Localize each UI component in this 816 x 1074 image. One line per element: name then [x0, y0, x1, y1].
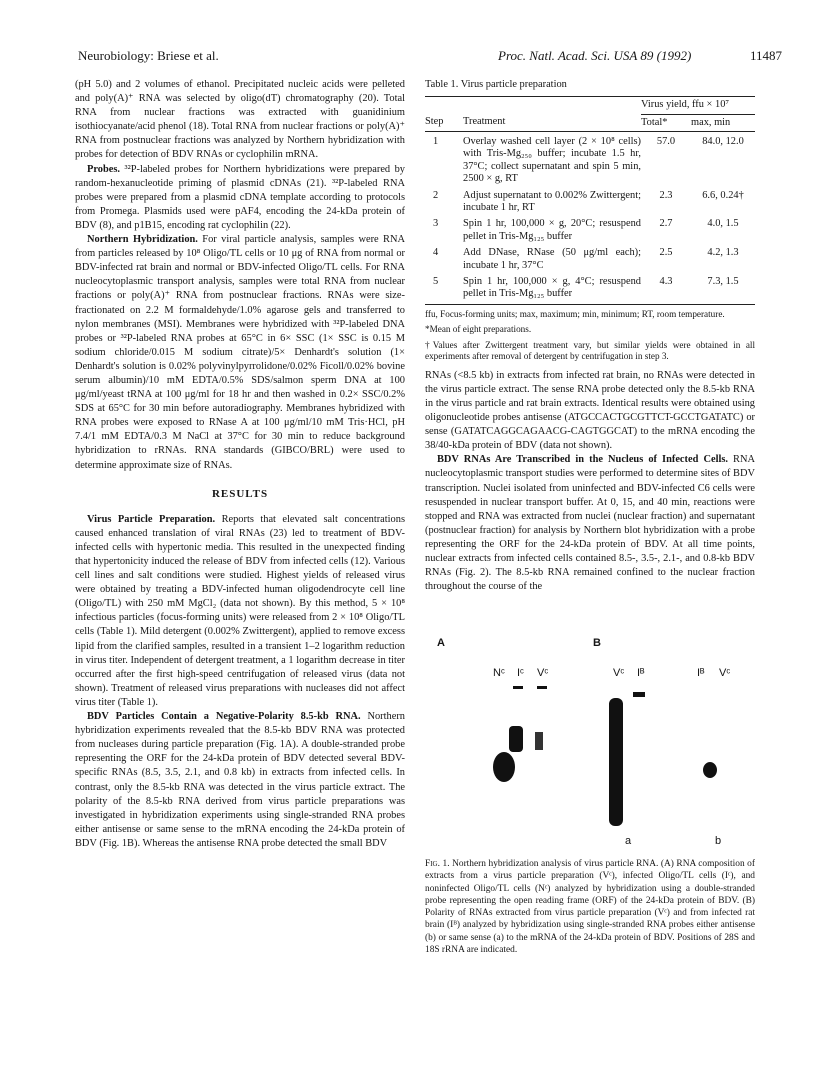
table-row	[425, 275, 755, 304]
runin-heading-probes: Probes.	[87, 163, 120, 175]
virus-yield-table	[425, 96, 755, 305]
lane-label-ic: Iᶜ	[517, 667, 524, 680]
table-row	[425, 131, 755, 188]
paragraph-virus-particle-text: Reports that elevated salt concentrations caused enhanced translation of viral RNAs (23) led to treatment of BDV-infected cells with hypertonic media. This resulted in the unexpected finding that hypertonicity induced the release of BDV from infected cells (12). Various cell lines and salt conditions were studied. Highest yields of released virus were obtained by treating a BDV-infected human oligodendrocyte cell line (Oligo/TL) with 250 mM MgCl₂ (data not shown). By this method, 5 × 10⁸ infectious particles (focus-forming units) were released from 2 × 10⁸ Oligo/TL cells (Table 1). Mild detergent (0.002% Zwittergent), applied to remove excess lipid from the clarified samples, resulted in a transient 1–2 logarithm reduction in virus titer. Independent of detergent treatment, a 1 logarithm decrease in titer occurred after the first high-speed centrifugation of released virus (data not shown). Treatment of released virus preparations with nucleases did not affect virus titer (Table 1).	[75, 513, 405, 708]
paragraph-probes-text: ³²P-labeled probes for Northern hybridizations were prepared by random-hexanucleotide priming of plasmid cDNAs (21). ³²P-labeled RNA probes were prepared from a plasmid cDNA template according to protocols from Promega. Plasmids used were pAF4, encoding the 24-kDa protein of BDV (8), and p1B15, encoding rat cyclophilin (22).	[75, 163, 405, 231]
table-header-total: Total*	[641, 116, 668, 128]
paragraph-northern-text: For viral particle analysis, samples were RNA from particles released by 10⁸ Oligo/TL cells or 10 μg of RNA from normal or BDV-infected rat brain and normal or BDV-infected Oligo/TL cells. For RNA nucleocytoplasmic transport analysis, samples were total RNA from nuclear fractions or poly(A)⁺ RNA from postnuclear fractions. RNAs were size-fractionated on 2.2 M formaldehyde/1.0% agarose gels and transferred to nylon membranes (MSI). Membranes were hybridized with ³²P-labeled DNA probes or ³²P-labeled RNA probes at 65°C in 6× SSC (1× SSC is 0.15 M sodium chloride/0.015 M sodium citrate)/5× Denhardt's solution (1× Denhardt's solution is 0.02% polyvinylpyrrolidone/0.02% Ficoll/0.02% bovine serum albumin)/10 mM EDTA/0.5% SDS/salmon sperm DNA at 100 μg/ml/yeast tRNA at 100 μg/ml for 18 hr and then washed in 0.2× SSC/0.2% SDS at 65°C for 30 min before autoradiography. Membranes hybridized with RNA probes were exposed to RNase A at 100 μg/ml/10 mM Tris·HCl, pH 7.4/1 mM EDTA/0.3 M NaCl at 37°C for 30 min to reduce background hybridization to rRNAs. RNA standards (GIBCO/BRL) were used to determine approximate size of RNAs.	[75, 234, 405, 471]
runin-heading-virus-particle: Virus Particle Preparation.	[87, 513, 216, 525]
table-cell-treatment: Spin 1 hr, 100,000 × g, 4°C; resuspend pellet in Tris-Mg₁₂₅ buffer	[463, 275, 641, 300]
table-cell-maxmin: 84.0, 12.0	[702, 135, 744, 147]
lane-label-b-ib2: Iᴮ	[697, 667, 705, 680]
table-cell-step: 3	[433, 218, 439, 230]
table-cell-maxmin: 4.0, 1.5	[707, 218, 739, 230]
table-cell-total: 2.5	[659, 247, 673, 259]
table-footnote-values: †Values after Zwittergent treatment vary, but similar yields were obtained in all experiments after removal of detergent by centrifugation in step 3.	[425, 339, 755, 362]
table-cell-total: 4.3	[659, 275, 673, 287]
table-cell-total: 57.0	[656, 135, 676, 147]
table-cell-step: 1	[433, 135, 439, 147]
table-footnote-mean: *Mean of eight preparations.	[425, 324, 532, 335]
paragraph-transcription	[425, 453, 755, 594]
table-row	[425, 217, 755, 246]
table-cell-maxmin: 6.6, 0.24†	[702, 189, 744, 201]
section-title-results: RESULTS	[211, 487, 269, 500]
table-cell-step: 4	[433, 247, 439, 259]
sublabel-b: b	[715, 835, 722, 848]
table-cell-maxmin: 7.3, 1.5	[707, 275, 739, 287]
table-cell-step: 2	[433, 189, 439, 201]
paragraph-probes	[75, 163, 405, 233]
table-row	[425, 246, 755, 275]
table-header-maxmin: max, min	[691, 116, 731, 128]
figure-1-blot	[425, 632, 755, 858]
table-cell-total: 2.7	[659, 218, 673, 230]
lane-label-b-ib: Iᴮ	[637, 667, 645, 680]
blot-band	[493, 752, 515, 782]
panel-label-b: B	[593, 637, 601, 650]
blot-band	[703, 762, 717, 778]
panel-label-a: A	[437, 637, 445, 650]
table-footnote-abbrev: ffu, Focus-forming units; max, maximum; min, minimum; RT, room temperature.	[425, 308, 725, 319]
running-header-authors: Neurobiology: Briese et al.	[78, 48, 219, 63]
table-group-header: Virus yield, ffu × 10⁷	[641, 97, 755, 114]
figure-1-caption	[425, 858, 755, 956]
figure-1-caption-text: Northern hybridization analysis of virus particle RNA. (A) RNA composition of extracts from a virus particle preparation (Vᶜ), infected Oligo/TL cells (Iᶜ), and noninfected Oligo/TL cells (Nᶜ) analyzed by hybridization using a double-stranded probe representing the open reading frame (ORF) of the 24-kDa protein of BDV. (B) Polarity of RNAs extracted from virus particle preparation (Vᶜ) and from infected rat brain (Iᴮ) analyzed by hybridization using single-stranded RNA probes either antisense (b) or same sense (a) to the mRNA of the 24-kDa protein of BDV. Positions of 28S and 18S rRNA are indicated.	[425, 859, 755, 955]
table-row	[425, 189, 755, 218]
left-column	[75, 78, 405, 851]
page-number: 11487	[750, 48, 783, 63]
table-header-step: Step	[425, 116, 444, 128]
runin-heading-northern: Northern Hybridization.	[87, 234, 198, 246]
paragraph-virus-particle	[75, 513, 405, 710]
paragraph-northern	[75, 233, 405, 473]
paragraph-bdv-particles-text: Northern hybridization experiments revealed that the 8.5-kb BDV RNA was protected from nucleases during particle preparation (Fig. 1A). A double-stranded probe representing the ORF for the 24-kDa protein of BDV detected several BDV-specific RNAs (8.5, 3.5, 2.1, and 0.8 kb) in extracts from infected cells. In contrast, only the 8.5-kb RNA was detected in the virus particle extract. The polarity of the 8.5-kb RNA derived from virus particle preparations was investigated in hybridization experiments using single-stranded RNA probes either antisense or same sense to the mRNA encoding the 24-kDa protein of BDV (Fig. 1B). Whereas the antisense RNA probe detected the small BDV	[75, 711, 405, 849]
paragraph-rna-probes: RNAs (<8.5 kb) in extracts from infected rat brain, no RNAs were detected in the virus particle extract. The sense RNA probe detected only the 8.5-kb RNA in the virus particle and rat brain extracts. Identical results were obtained using oligonucleotide probes antisense (ATGCCACTGCGTTCT-GCCTGATATC) or sense (GATATCAGGCAGAACG-CAGTGGCAT) to the mRNA encoding the 38/40-kDa protein of BDV (data not shown).	[425, 369, 755, 452]
running-header-journal: Proc. Natl. Acad. Sci. USA 89 (1992)	[498, 48, 692, 63]
right-column	[425, 78, 755, 956]
lane-label-vc: Vᶜ	[537, 667, 549, 680]
paragraph-bdv-particles	[75, 710, 405, 851]
blot-band	[609, 698, 623, 826]
runin-heading-bdv-particles: BDV Particles Contain a Negative-Polarity 8.5-kb RNA.	[87, 711, 361, 723]
table-cell-treatment: Add DNase, RNase (50 μg/ml each); incubate 1 hr, 37°C	[463, 247, 641, 271]
figure-1-caption-label: Fig. 1.	[425, 859, 450, 870]
table-caption: Table 1. Virus particle preparation	[425, 79, 567, 90]
table-cell-step: 5	[433, 275, 439, 287]
runin-heading-transcription: BDV RNAs Are Transcribed in the Nucleus of Infected Cells.	[437, 454, 728, 466]
blot-band	[537, 686, 547, 689]
sublabel-a: a	[625, 835, 632, 848]
lane-label-b-vc2: Vᶜ	[719, 667, 731, 680]
paragraph-methods-end: (pH 5.0) and 2 volumes of ethanol. Precipitated nucleic acids were pelleted and poly(A)⁺ RNA was selected by oligo(dT) chromatography (20). Total RNA from nuclear fractions was extracted with guanidinium isothiocyanate/acid phenol (18). Total RNA from nuclear fractions or poly(A)⁺ RNA from postnuclear fractions was analyzed by Northern hybridization with probes for detection of BDV RNAs or cyclophilin mRNA.	[75, 79, 405, 161]
table-cell-treatment: Spin 1 hr, 100,000 × g, 20°C; resuspend pellet in Tris-Mg₁₂₅ buffer	[463, 218, 641, 242]
blot-band	[633, 692, 645, 697]
lane-label-b-vc: Vᶜ	[613, 667, 625, 680]
lane-label-nc: Nᶜ	[493, 667, 505, 680]
table-cell-treatment: Adjust supernatant to 0.002% Zwittergent; incubate 1 hr, RT	[463, 189, 641, 213]
table-cell-treatment: Overlay washed cell layer (2 × 10⁸ cells) with Tris-Mg₂₅₀ buffer; incubate 1.5 hr, 37°C; collect supernatant and spin 5 min, 2500 × g, RT	[463, 135, 641, 185]
table-cell-maxmin: 4.2, 1.3	[707, 247, 739, 259]
paragraph-transcription-text: RNA nucleocytoplasmic transport studies were performed to determine sites of BDV transcription. Nuclei isolated from uninfected and BDV-infected C6 cells were resuspended in nuclear transport buffer. At 0, 15, and 40 min, reactions were stopped and RNA was extracted from nuclei (nuclear fraction) and supernatant (postnuclear fraction) for analysis by Northern blot hybridization with a probe representing the ORF for the 24-kDa protein of BDV. At all time points, nuclear extracts from infected cells contained 8.5-, 3.5-, 2.1-, and 0.8-kb BDV RNAs (Fig. 2). The 8.5-kb RNA remained confined to the nuclear fraction throughout the course of the	[425, 454, 755, 593]
table-header-treatment: Treatment	[463, 116, 506, 128]
blot-band	[535, 732, 543, 750]
blot-band	[509, 726, 523, 752]
table-cell-total: 2.3	[659, 189, 673, 201]
blot-band	[513, 686, 523, 689]
